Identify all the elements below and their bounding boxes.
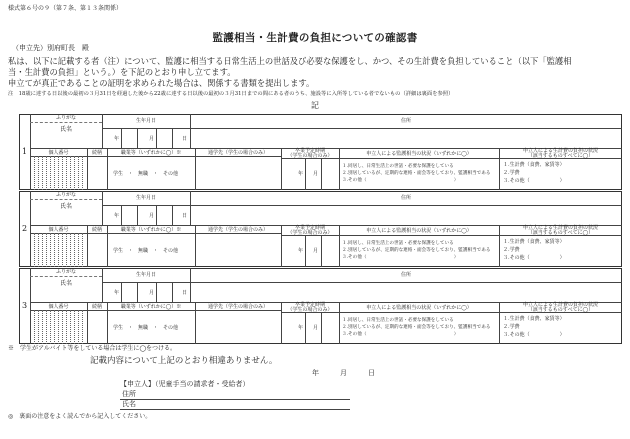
graduation-label: 卒業予定時期 <box>294 225 325 231</box>
row-number: 3 <box>21 301 28 310</box>
day-label: 日 <box>182 136 188 142</box>
school-label: 通学先（学生の場合のみ） <box>207 304 268 310</box>
grad-month-label: 月 <box>313 171 319 177</box>
occupation-label: 職業等（いずれかに◯）※ <box>120 227 182 233</box>
address-underline[interactable] <box>120 399 350 400</box>
burden-option-1[interactable]: １.生計費（食費、家賃等） <box>503 162 565 168</box>
graduation-sublabel: （学生の場合のみ） <box>287 230 333 236</box>
person-block <box>0 268 630 344</box>
address-label: 住所 <box>400 118 411 124</box>
furigana-label: ふりがな <box>55 115 76 121</box>
student-note: ※ 学生がアルバイト等をしている場合は学生に◯をつける。 <box>8 345 177 352</box>
burden-option-3[interactable]: ３.その他（ ） <box>503 178 565 184</box>
burden-subheader: （該当するものすべてに◯） <box>527 153 594 159</box>
month-label: 月 <box>149 136 155 142</box>
day-label: 日 <box>182 213 188 219</box>
burden-option-2[interactable]: ２.学費 <box>503 324 520 330</box>
day-label: 日 <box>182 290 188 296</box>
occupation-options[interactable]: 学生 ・ 無職 ・ その他 <box>113 171 179 177</box>
name-label: 氏名 <box>59 126 72 133</box>
furigana-label: ふりがな <box>55 269 76 275</box>
address-label: 住所 <box>400 195 411 201</box>
burden-option-2[interactable]: ２.学費 <box>503 170 520 176</box>
birthdate-label: 生年月日 <box>135 195 156 201</box>
monitor-option-2[interactable]: ２.別居しているが、定期的な連絡・面会等をしており、監護相当である <box>342 325 491 330</box>
monitor-header: 申立人による監護相当の状況（いずれかに◯） <box>366 151 472 157</box>
month-label: 月 <box>149 290 155 296</box>
graduation-sublabel: （学生の場合のみ） <box>287 307 333 313</box>
monitor-option-2[interactable]: ２.別居しているが、定期的な連絡・面会等をしており、監護相当である <box>342 248 491 253</box>
relationship-label: 続柄 <box>91 150 102 156</box>
month-label: 月 <box>149 213 155 219</box>
school-label: 通学先（学生の場合のみ） <box>207 150 268 156</box>
school-label: 通学先（学生の場合のみ） <box>207 227 268 233</box>
date-line[interactable]: 年 月 日 <box>312 369 375 377</box>
monitor-option-1[interactable]: １.同居し、日常生活上の世話・必要な保護をしている <box>342 318 454 323</box>
person-block <box>0 114 630 190</box>
year-label: 年 <box>114 213 120 219</box>
confirm-statement: 記載内容について上記のとおり相違ありません。 <box>90 356 278 366</box>
grad-year-label: 年 <box>298 248 304 254</box>
footnote: 注 18歳に達する日以後の最初の３月31日を経過した後から22歳に達する日以後の最初の３月31日までの間にある者のうち、施設等に入所等している者でないもの（詳細は裏面を参照） <box>8 91 454 97</box>
individual-number-label: 個人番号 <box>48 304 69 310</box>
ki-label: 記 <box>311 101 319 110</box>
applicant-name-label: 氏名 <box>122 400 136 408</box>
page-title: 監護相当・生計費の負担についての確認書 <box>212 32 418 44</box>
burden-option-3[interactable]: ３.その他（ ） <box>503 332 565 338</box>
monitor-option-3[interactable]: ３.その他（ ） <box>342 332 459 337</box>
row-number: 2 <box>21 224 28 233</box>
individual-number-label: 個人番号 <box>48 227 69 233</box>
graduation-label: 卒業予定時期 <box>294 148 325 154</box>
applicant-label: 【申立人】（児童手当の請求者・受給者） <box>120 380 250 388</box>
grad-year-label: 年 <box>298 325 304 331</box>
occupation-options[interactable]: 学生 ・ 無職 ・ その他 <box>113 325 179 331</box>
address-label: 住所 <box>400 272 411 278</box>
furigana-label: ふりがな <box>55 192 76 198</box>
burden-option-1[interactable]: １.生計費（食費、家賃等） <box>503 316 565 322</box>
occupation-label: 職業等（いずれかに◯）※ <box>120 150 182 156</box>
row-number: 1 <box>21 147 28 156</box>
back-note: ◎ 裏面の注意をよく読んでから記入してください。 <box>8 413 152 420</box>
name-label: 氏名 <box>59 203 72 210</box>
intro-line-2: 当・生計費の負担」という。）を下記のとおり申し立てます。 <box>8 67 236 77</box>
burden-option-1[interactable]: １.生計費（食費、家賃等） <box>503 239 565 245</box>
year-label: 年 <box>114 290 120 296</box>
individual-number-label: 個人番号 <box>48 150 69 156</box>
relationship-label: 続柄 <box>91 304 102 310</box>
monitor-option-3[interactable]: ３.その他（ ） <box>342 178 459 183</box>
intro-line-3: 申立てが真正であることの証明を求められた場合は、関係する書類を提出します。 <box>8 78 315 88</box>
burden-option-2[interactable]: ２.学費 <box>503 247 520 253</box>
graduation-label: 卒業予定時期 <box>294 302 325 308</box>
graduation-sublabel: （学生の場合のみ） <box>287 153 333 159</box>
birthdate-label: 生年月日 <box>135 118 156 124</box>
name-underline[interactable] <box>120 409 350 410</box>
monitor-header: 申立人による監護相当の状況（いずれかに◯） <box>366 228 472 234</box>
monitor-option-1[interactable]: １.同居し、日常生活上の世話・必要な保護をしている <box>342 241 454 246</box>
applicant-address-label: 住所 <box>122 390 136 398</box>
occupation-options[interactable]: 学生 ・ 無職 ・ その他 <box>113 248 179 254</box>
birthdate-label: 生年月日 <box>135 272 156 278</box>
intro-line-1: 私は、以下に記載する者（注）について、監護に相当する日常生活上の世話及び必要な保護をし、かつ、その生計費を負担していること（以下「監護相 <box>8 56 572 66</box>
burden-header: 申立人による生計費の負担の状況 <box>522 302 598 308</box>
burden-subheader: （該当するものすべてに◯） <box>527 307 594 313</box>
burden-header: 申立人による生計費の負担の状況 <box>522 148 598 154</box>
relationship-label: 続柄 <box>91 227 102 233</box>
name-label: 氏名 <box>59 280 72 287</box>
person-block <box>0 191 630 267</box>
monitor-header: 申立人による監護相当の状況（いずれかに◯） <box>366 305 472 311</box>
form-number: 様式第６号の９（第７条、第１３条関係） <box>8 5 123 12</box>
occupation-label: 職業等（いずれかに◯）※ <box>120 304 182 310</box>
grad-month-label: 月 <box>313 325 319 331</box>
grad-year-label: 年 <box>298 171 304 177</box>
addressee: （申立先）別府町長 殿 <box>12 44 89 52</box>
monitor-option-2[interactable]: ２.別居しているが、定期的な連絡・面会等をしており、監護相当である <box>342 171 491 176</box>
monitor-option-3[interactable]: ３.その他（ ） <box>342 255 459 260</box>
burden-header: 申立人による生計費の負担の状況 <box>522 225 598 231</box>
year-label: 年 <box>114 136 120 142</box>
monitor-option-1[interactable]: １.同居し、日常生活上の世話・必要な保護をしている <box>342 164 454 169</box>
burden-subheader: （該当するものすべてに◯） <box>527 230 594 236</box>
burden-option-3[interactable]: ３.その他（ ） <box>503 255 565 261</box>
grad-month-label: 月 <box>313 248 319 254</box>
